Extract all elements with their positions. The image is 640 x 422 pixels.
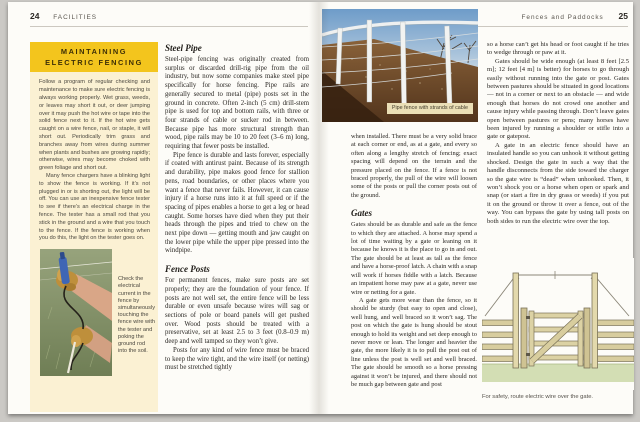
right-running-head-label: Fences and Paddocks	[521, 14, 604, 21]
left-page-number: 24	[30, 11, 40, 21]
pipe-fence-photo-caption: Pipe fence with strands of cable	[387, 103, 473, 114]
right-page-right-column	[487, 41, 629, 255]
sidebar-title-line1: MAINTAINING	[60, 47, 128, 56]
left-main-column	[165, 43, 309, 411]
body-paragraph: Gates should be wide enough (at least 8 feet [2.5 m]; 12 feet [4 m] is better) for horses to go through easily without running into the gate or post. Gates between pastures should be situated in good locations — not in a corner or next to an obstacle — and wide enough that horses do not crowd one another and cause injury while passing through. Don’t leave gates open between pastures or pens; many horses have been injured by running a shoulder or stifle into a gate or gatepost.	[487, 57, 629, 141]
gate-illustration-caption: For safety, route electric wire over the gate.	[482, 394, 594, 400]
gate-wire-illustration	[482, 258, 634, 390]
body-paragraph: A gate in an electric fence should have an insulated handle so you can unhook it without getting shocked. Design the gate in such a way that the handle disconnects from the side toward the charger so the gate wire is “dead” when unhooked. Then, it won’t shock you or a horse when open or spark and snap (or start a fire in dry grass or weeds) if you put it on the ground or throw it over a fence, out of the way. You can bypass the gate by using tall posts on both sides to run the electric wire over the top.	[487, 141, 629, 225]
pipe-fence-photo	[322, 9, 478, 122]
left-head-rule	[30, 26, 308, 27]
body-paragraph: Gates should be as durable and safe as the fence to which they are attached. A horse may spend a lot of time waiting by a gate or leaning on it because he knows it is the place to go in and out. The gate should be at least as tall as the fence and have a horse-proof latch. A chain with a snap will work if horses fiddle with a latch. Because an impatient horse may paw at a gate, never use wire or netting for a gate.	[351, 221, 477, 296]
sidebar-body	[30, 72, 158, 376]
electric-fencing-sidebar	[30, 42, 158, 412]
body-paragraph: Steel-pipe fencing was originally created from surplus or discarded drill-rig pipe from the oil industry, but now some companies make steel pipe specifically for horse fencing. Pipe rails are generally secured to metal (pipe) posts set in the ground in concrete. Often 2-inch (5 cm) drill-stem pipe is used for top and bottom rails, with three or four strands of cable or sucker rod in between. Because pipe has more structural strength than wood, pipe rails may be 10 to 20 feet (3–6 m) long, requiring that fewer posts be installed.	[165, 56, 309, 151]
body-paragraph: For permanent fences, make sure posts are set properly; they are the foundation of your fence. If posts are not well set, the entire fence will be less durable or even unsafe because wires will sag or sections of pole or board panels will get pushed over. Wood posts should be treated with a preservative, set at least 2.5 to 3 feet (0.8–0.9 m) deep and well tamped so they won’t give.	[165, 277, 309, 346]
body-paragraph: so a horse can’t get his head or foot caught if he tries to wedge through or paw at it.	[487, 41, 629, 57]
body-paragraph: Pipe fence is durable and lasts forever, especially if coated with antirust paint. Because of its strength and durability, pipe makes good fence for stallion pens, road boundaries, or other places where you want a fence that never fails. However, it can cause injury if a horse runs into it at full speed or if the spacing of pipes enables a horse to get a leg or head caught. Some horses have died when they put their heads through the pipes and tried to chew on the next pipe down — getting mouth and jaw caught on the lower pipe while the upper pipe pressed into the windpipe.	[165, 151, 309, 255]
section-heading-gates: Gates	[351, 208, 372, 219]
left-running-head	[30, 11, 97, 21]
page-spread	[8, 2, 633, 414]
body-paragraph: A gate gets more wear than the fence, so it should be sturdy (but easy to open and close), well hung, and well braced so it won’t sag. The post on which the gate is hung should be stout enough to hold its weight and set deep enough to never move or lean. The longer and heavier the gate, the more likely it is to pull the post out of line unless the post is well set and well braced. The gate should be smooth so a horse pressing against it won’t be injured, and there should not be much gap between gate and post	[351, 296, 477, 388]
sidebar-title	[30, 42, 158, 72]
fence-tester-photo	[40, 249, 112, 376]
sidebar-photo-row	[39, 249, 155, 376]
right-page-number: 25	[618, 11, 628, 21]
body-paragraph: Posts for any kind of wire fence must be braced to keep the wire tight, and the wire itself (or netting) must be stretched tightly	[165, 346, 309, 372]
sidebar-photo-caption: Check the electrical current in the fence by simultaneously touching the fence wire with the tester and poking the ground rod into the soil.	[118, 276, 155, 355]
section-heading-fence-posts: Fence Posts	[165, 264, 210, 275]
body-paragraph: when installed. There must be a very solid brace at each corner or end, as at a gate, and every so often along a lengthy stretch of fencing; exact spacing will depend on the terrain and the pressure placed on the fence. If a fence is not braced properly, the pull of the wire will loosen some of the posts or pull the corner posts out of the ground.	[351, 133, 477, 199]
right-page-left-column	[351, 133, 477, 411]
section-heading-steel-pipe: Steel Pipe	[165, 43, 202, 53]
sidebar-title-line2: ELECTRIC FENCING	[45, 57, 143, 67]
left-running-head-label: FACILITIES	[53, 14, 97, 21]
sidebar-paragraph: Many fence chargers have a blinking light to show the fence is working. If it’s not plugged in or is shorting out, the light will be off. You can use an inexpensive fence tester to see if there’s an electrical charge in the fence. The tester has a small rod that you stick in the ground and a wire that you touch to the fence. If the fence is working when you do this, the light on the tester goes on.	[39, 173, 150, 242]
sidebar-paragraph: Follow a program of regular checking and maintenance to make sure electric fencing is always working properly. Wet grass, weeds, or leaves may short it out, or deer jumping over it may push the hot wire or tape into the solid fence next to it. If the hot wire gets caught on a wire fence, nail, or staple, it will short out. Periodically trim grass and branches away from wires during summer when plants and bushes are growing rapidly; otherwise, wires may become choked with green foliage and short out.	[39, 79, 150, 172]
